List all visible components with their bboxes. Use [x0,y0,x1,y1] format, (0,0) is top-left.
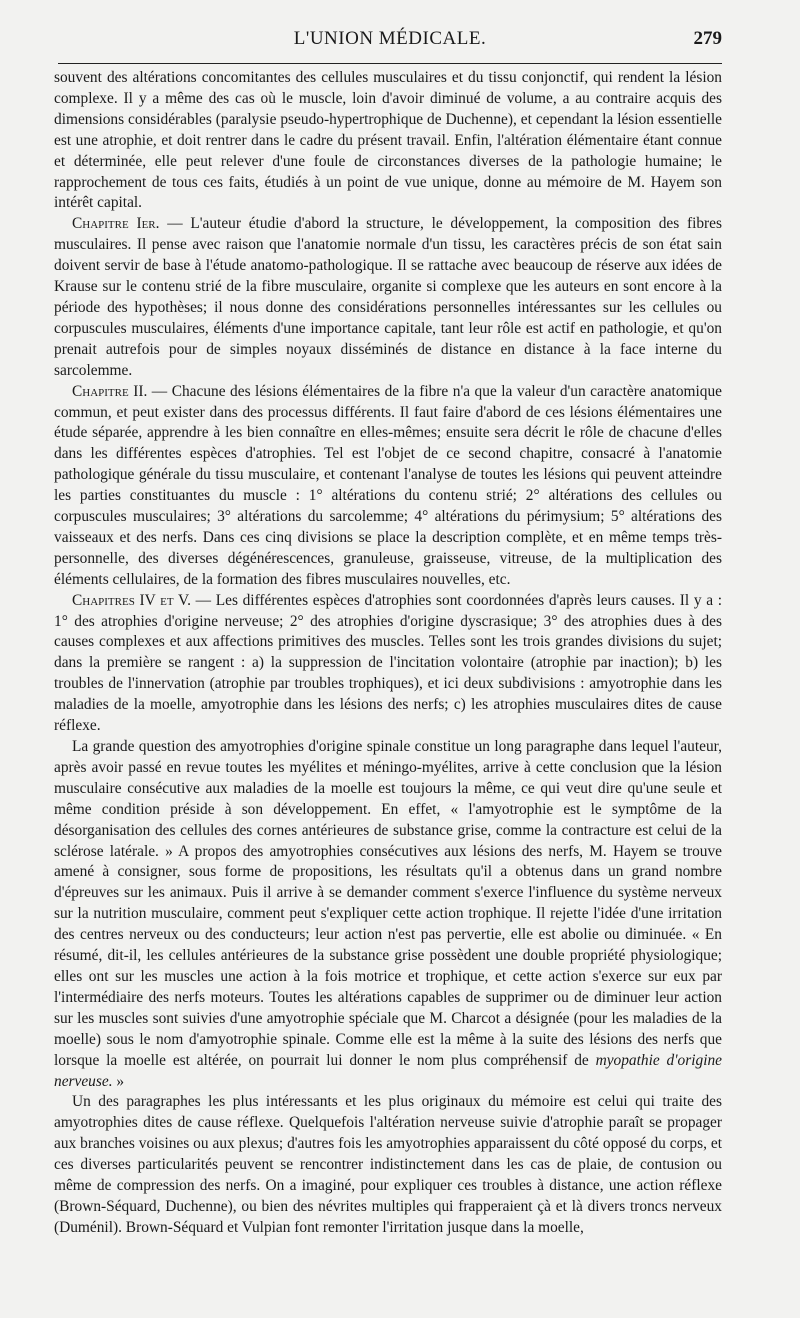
paragraph-text: Chacune des lésions élémentaires de la fibre n'a que la valeur d'un caractère anatomique commun, et peut exister dans des processus différents. Il faut faire d'abord de ces lésions élémentaires une étude séparée, apprendre à les bien connaître en elles-mêmes; ensuite sera décrit le rôle de chacune d'elles dans les différentes espèces d'atrophies. Tel est l'objet de ce second chapitre, consacré à l'anatomie pathologique générale du tissu musculaire, et contenant l'analyse de toutes les lésions qui peuvent atteindre les parties constituantes du muscle : 1° altérations du contenu strié; 2° altérations des cellules ou corpuscules musculaires; 3° altérations du sarcolemme; 4° altérations du périmysium; 5° altérations des vaisseaux et des nerfs. Dans ces cinq divisions se place la description complète, et en même temps très-personnelle, des diverses dégénérescences, granuleuse, graisseuse, vitreuse, de la multiplication des éléments cellulaires, de la formation des fibres musculaires nouvelles, etc. [54,382,722,588]
header-rule [58,63,722,64]
paragraph-continuation [54,68,722,214]
paragraph-text-end: » [112,1072,125,1090]
paragraph-text: L'auteur étudie d'abord la structure, le développement, la composition des fibres musculaires. Il pense avec raison que l'anatomie normale d'un tissu, les caractères précis de son état sain doivent servir de base à l'étude anatomo-pathologique. Il se rattache avec beaucoup de réserve aux idées de Krause sur le contenu strié de la fibre musculaire, organite si complexe que les auteurs en sont encore à la période des hypothèses; il nous donne des considérations personnelles intéressantes sur les cellules ou corpuscules musculaires, éléments d'une importance capitale, tant leur rôle est actif en pathologie, et qu'on prenait autrefois pour de simples noyaux disséminés de distance en distance à la face interne du sarcolemme. [54,215,722,379]
running-title: L'UNION MÉDICALE. [293,28,487,49]
chapter-heading: Chapitres IV et V. — [72,591,212,609]
paragraph-chapter-2 [54,382,722,591]
paragraph-reflex-amyotrophy [54,1092,722,1238]
paragraph-text: souvent des altérations concomitantes des cellules musculaires et du tissu conjonctif, qui rendent la lésion complexe. Il y a même des cas où le muscle, loin d'avoir diminué de volume, a au contraire acquis des dimensions considérables (paralysie pseudo-hypertrophique de Duchenne), et cependant la lésion essentielle est une atrophie, et doit rentrer dans le cadre du présent travail. Enfin, l'altération élémentaire étant connue et déterminée, elle peut relever d'une foule de circonstances diverses de la pathologie humaine; le rapprochement de tous ces faits, étudiés à un point de vue unique, donne au mémoire de M. Hayem son intérêt capital. [54,69,722,212]
chapter-heading: Chapitre II. — [72,382,168,400]
paragraph-chapters-4-5 [54,591,722,737]
chapter-heading: Chapitre Ier. — [72,215,183,233]
paragraph-text: Un des paragraphes les plus intéressants et les plus originaux du mémoire est celui qui traite des amyotrophies dites de cause réflexe. Quelquefois l'altération nerveuse suivie d'atrophie paraît se propager aux branches voisines ou aux plexus; d'autres fois les amyotrophies apparaissent du côté opposé du corps, et ces diverses particularités peuvent se rencontrer indistinctement dans les cas de plaie, de contusion ou même de compression des nerfs. On a imaginé, pour expliquer ces troubles à distance, une action réflexe (Brown-Séquard, Duchenne), ou bien des névrites multiples qui frapperaient çà et là divers troncs nerveux (Duménil). Brown-Séquard et Vulpian font remonter l'irritation jusque dans la moelle, [54,1093,722,1236]
italic-term: myopathie d'origine nerveuse. [54,1051,722,1090]
paragraph-text: Les différentes espèces d'atrophies sont coordonnées d'après leurs causes. Il y a : 1° des atrophies d'origine nerveuse; 2° des atrophies d'origine dyscrasique; 3° des atrophies dues à des causes complexes et aux affections primitives des muscles. Telles sont les trois grandes divisions du sujet; dans la première se rangent : a) la suppression de l'incitation volontaire (atrophie par inaction); b) les troubles de l'innervation (atrophie par troubles trophiques), et ici deux subdivisions : amyotrophie dans les maladies de la moelle, amyotrophie dans les lésions des nerfs; c) les atrophies musculaires dites de cause réflexe. [54,591,722,735]
paragraph-chapter-1 [54,214,722,381]
paragraph-spinal-amyotrophy [54,737,722,1092]
paragraph-text: La grande question des amyotrophies d'origine spinale constitue un long paragraphe dans lequel l'auteur, après avoir passé en revue toutes les myélites et méningo-myélites, arrive à cette conclusion que la lésion musculaire consécutive aux maladies de la moelle est toujours la même, ce qui veut dire qu'une seule et même condition préside à son développement. En effet, « l'amyotrophie est le symptôme de la désorganisation des cellules des cornes antérieures de substance grise, comme la contracture est celui de la sclérose latérale. » A propos des amyotrophies consécutives aux lésions des nerfs, M. Hayem se trouve amené à consigner, sous forme de propositions, les résultats qu'il a obtenus dans un grand nombre d'épreuves sur les animaux. Puis il arrive à se demander comment s'exerce l'influence du système nerveux sur la nutrition musculaire, comment peut s'expliquer cette action trophique. Il rejette l'idée d'une irritation des centres nerveux ou des conducteurs; leur action n'est pas pervertie, elle est abolie ou diminuée. « En résumé, dit-il, les cellules antérieures de la substance grise possèdent une double propriété physiologique; elles ont sur les muscles une action à la fois motrice et trophique, et cette action s'exerce sur eux par l'intermédiaire des nerfs moteurs. Toutes les altérations capables de supprimer ou de diminuer leur action sur les muscles sont suivies d'une amyotrophie spéciale que M. Charcot a désignée (pour les maladies de la moelle) sous le nom d'amyotrophie spinale. Comme elle est la même à la suite des lésions des nerfs que lorsque la moelle est altérée, on pourrait lui donner le nom plus compréhensif de [54,738,722,1069]
article-body [54,68,722,1239]
page-number: 279 [693,28,722,49]
page-header [58,26,722,56]
